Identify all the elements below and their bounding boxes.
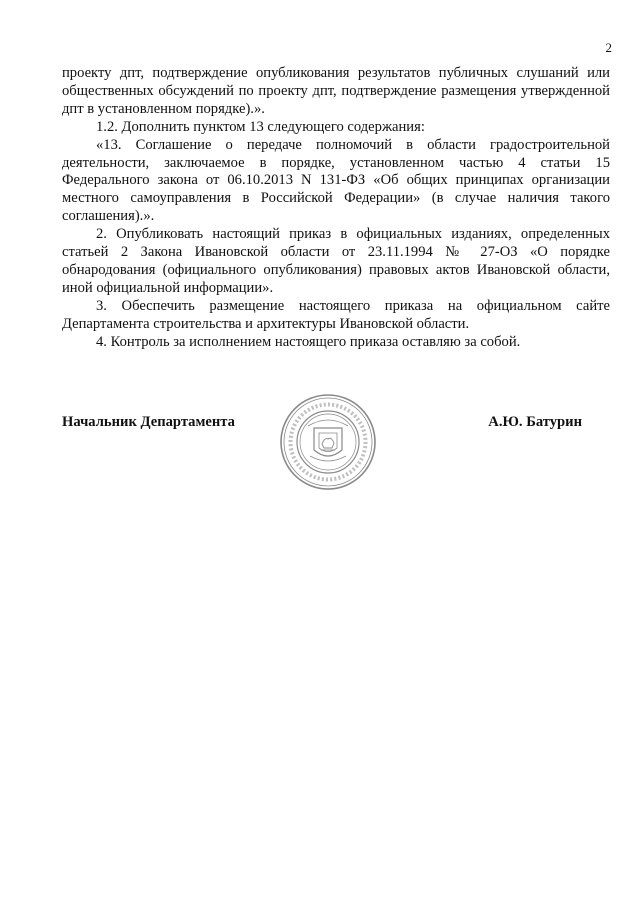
signature-block — [62, 392, 610, 492]
paragraph-2: 1.2. Дополнить пунктом 13 следующего содержания: — [96, 118, 425, 135]
paragraph-5: 3. Обеспечить размещение настоящего приказа на официальном сайте Департамента строительства и архитектуры Ивановской области. — [62, 297, 610, 332]
signatory-title: Начальник Департамента — [62, 414, 235, 430]
official-seal-icon — [272, 392, 384, 492]
paragraph-6: 4. Контроль за исполнением настоящего приказа оставляю за собой. — [96, 333, 521, 350]
paragraph-1: проекту дпт, подтверждение опубликования результатов публичных слушаний или общественных обсуждений по проекту дпт, подтверждение размещения утвержденной дпт в установленном порядке).». — [62, 65, 610, 117]
paragraph-3: «13. Соглашение о передаче полномочий в области градостроительной деятельности, заключаемое в порядке, установленном частью 4 статьи 15 Федерального закона от 06.10.2013 N 131-ФЗ «Об общих принципах организации местного самоуправления в Российской Федерации» (в случае наличия такого соглашения).». — [62, 136, 610, 225]
paragraph-4: 2. Опубликовать настоящий приказ в официальных изданиях, определенных статьей 2 Закона Ивановской области от 23.11.1994 № 27-ОЗ «О порядке обнародования (официального опубликования) правовых актов Ивановской области, иной официальной информации». — [62, 226, 610, 296]
signatory-name: А.Ю. Батурин — [488, 414, 582, 430]
document-body — [62, 65, 610, 352]
page-number: 2 — [605, 40, 612, 55]
